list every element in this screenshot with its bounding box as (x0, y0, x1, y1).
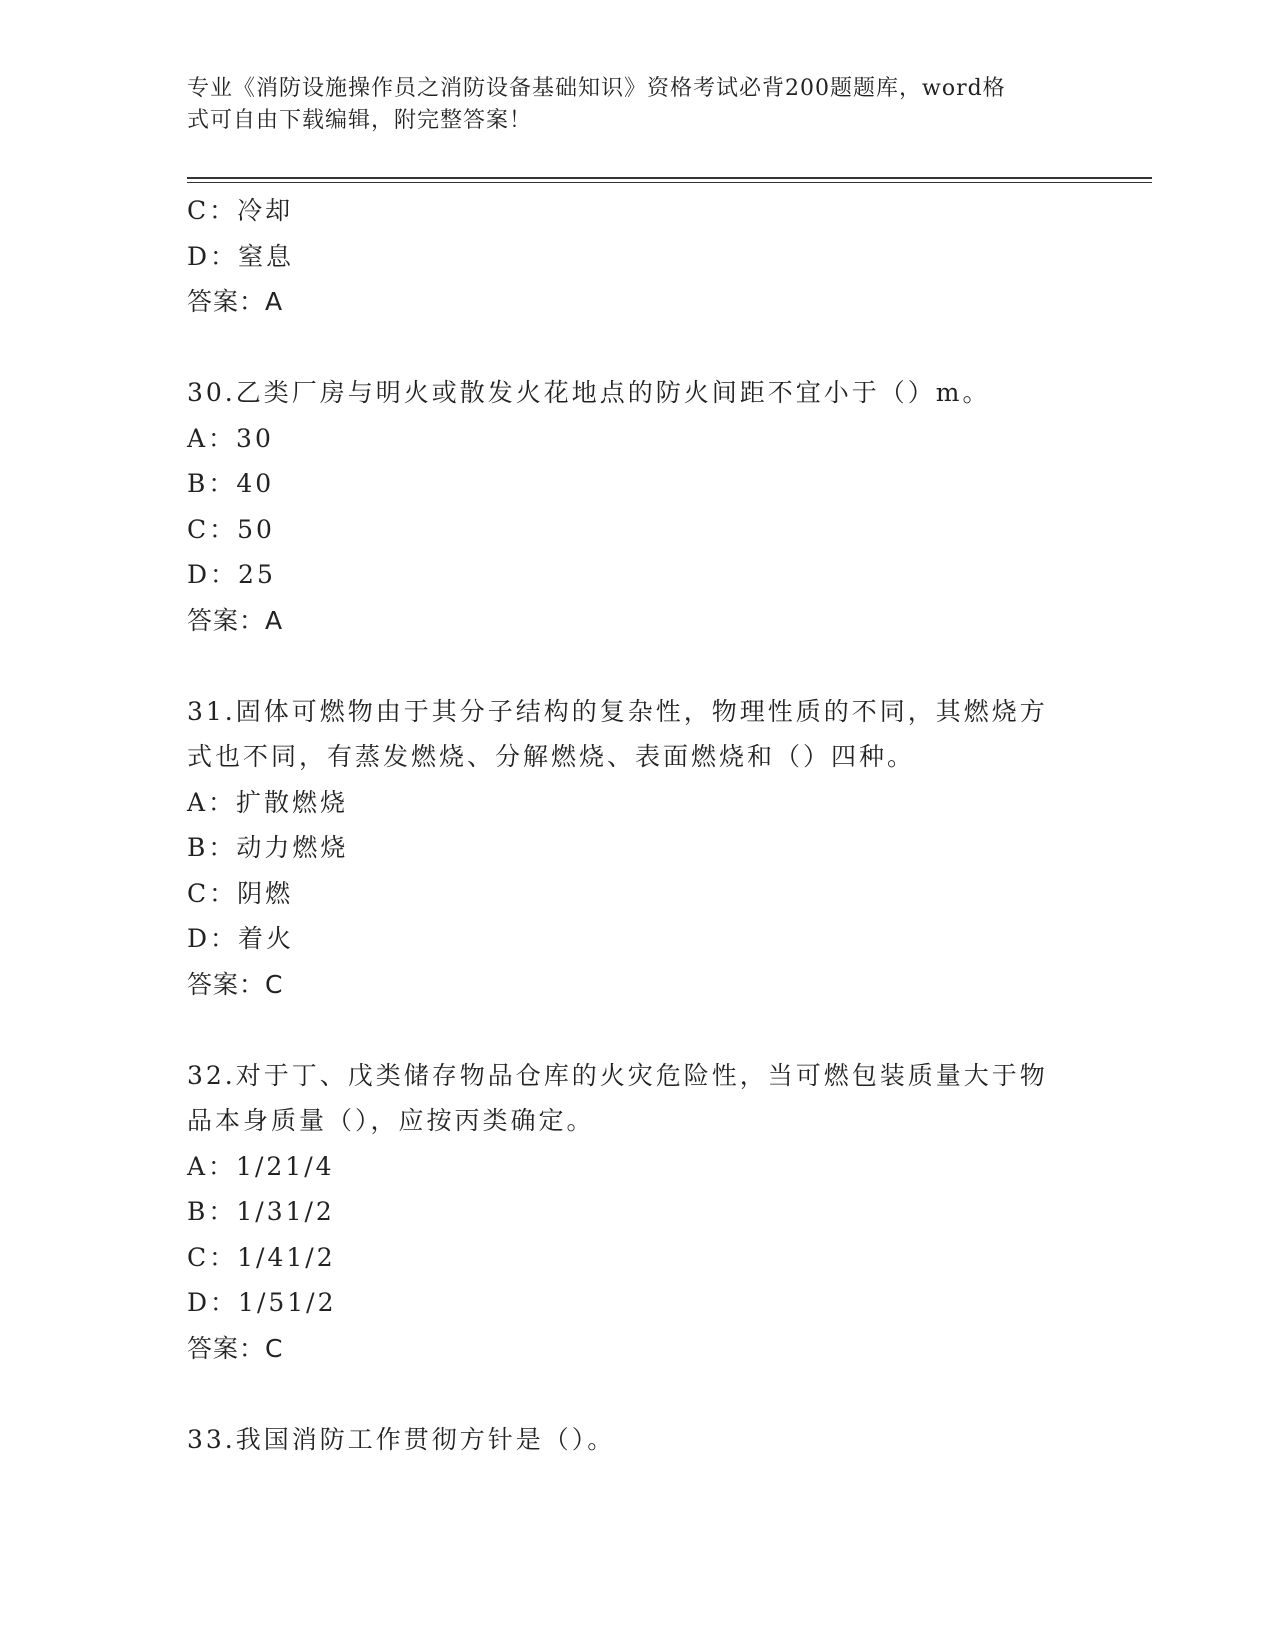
answer-line: 答案：A (187, 287, 284, 316)
option-c: C：50 (187, 514, 275, 544)
question-text: 30.乙类厂房与明火或散发火花地点的防火间距不宜小于（）m。 (187, 378, 991, 407)
answer-line: 答案：A (187, 605, 284, 635)
question-29-tail (187, 188, 1087, 325)
question-text-line-2: 品本身质量（），应按丙类确定。 (187, 1106, 595, 1135)
option-c: C：1/41/2 (187, 1242, 336, 1272)
question-31 (187, 689, 1087, 1008)
answer-line: 答案：C (187, 1333, 284, 1363)
option-c: C：阴燃 (187, 878, 294, 908)
question-30 (187, 370, 1087, 643)
document-header (187, 73, 1067, 137)
question-33 (187, 1417, 1087, 1463)
option-b: B：1/31/2 (187, 1197, 335, 1226)
question-text-line-1: 31.固体可燃物由于其分子结构的复杂性，物理性质的不同，其燃烧方 (187, 696, 1048, 726)
option-a: A：1/21/4 (187, 1151, 335, 1181)
option-a: A：扩散燃烧 (187, 787, 349, 817)
option-d: D：窒息 (187, 241, 295, 271)
option-a: A：30 (187, 423, 274, 453)
answer-line: 答案：C (187, 969, 284, 999)
question-text: 33.我国消防工作贯彻方针是（）。 (187, 1424, 616, 1454)
question-text-line-1: 32.对于丁、戊类储存物品仓库的火灾危险性，当可燃包装质量大于物 (187, 1060, 1048, 1090)
header-divider-thick (187, 177, 1152, 179)
header-line-1: 专业《消防设施操作员之消防设备基础知识》资格考试必背200题题库，word格 (187, 76, 1006, 101)
header-line-2: 式可自由下载编辑，附完整答案！ (187, 108, 533, 133)
option-b: B：40 (187, 469, 275, 498)
option-d: D：1/51/2 (187, 1288, 337, 1317)
option-d: D：着火 (187, 924, 295, 953)
option-b: B：动力燃烧 (187, 833, 349, 862)
header-divider-thin (187, 182, 1152, 183)
question-32 (187, 1053, 1087, 1372)
option-c: C：冷却 (187, 196, 294, 225)
question-list (187, 188, 1087, 1462)
option-d: D：25 (187, 560, 276, 589)
question-text-line-2: 式也不同，有蒸发燃烧、分解燃烧、表面燃烧和（）四种。 (187, 742, 916, 771)
